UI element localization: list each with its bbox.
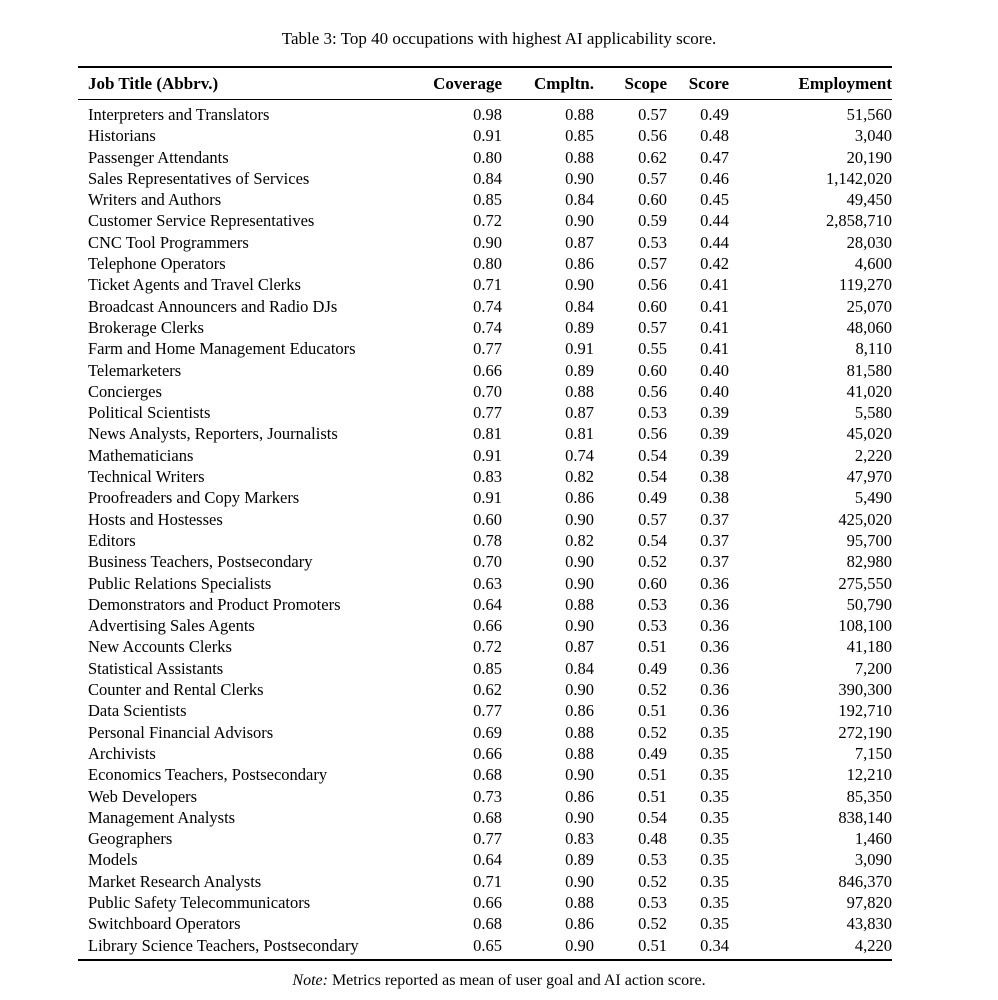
value-cell: 0.53 [638, 232, 667, 252]
value-cell: 0.35 [700, 807, 729, 827]
value-cell: 0.77 [473, 829, 502, 849]
value-cell: 0.60 [473, 509, 502, 529]
value-cell: 0.85 [473, 658, 502, 678]
value-cell: 0.86 [565, 488, 594, 508]
table-row [78, 935, 892, 960]
value-cell: 0.90 [565, 552, 594, 572]
value-cell: 0.53 [638, 850, 667, 870]
value-cell: 0.60 [638, 190, 667, 210]
value-cell: 0.89 [565, 850, 594, 870]
value-cell: 0.49 [638, 658, 667, 678]
table-row [78, 509, 892, 530]
value-cell: 0.49 [638, 743, 667, 763]
value-cell: 0.73 [473, 786, 502, 806]
value-cell: 0.66 [473, 743, 502, 763]
value-cell: 272,190 [838, 722, 892, 742]
value-cell: 0.56 [638, 126, 667, 146]
value-cell: 0.36 [700, 573, 729, 593]
value-cell: 0.36 [700, 637, 729, 657]
table-row [78, 828, 892, 849]
value-cell: 0.41 [700, 296, 729, 316]
value-cell: 51,560 [846, 105, 892, 124]
value-cell: 0.52 [638, 914, 667, 934]
value-cell: 0.72 [473, 211, 502, 231]
value-cell: 0.85 [565, 126, 594, 146]
job-title-cell: Geographers [88, 829, 173, 849]
job-title-cell: Demonstrators and Product Promoters [88, 594, 341, 614]
table-row [78, 658, 892, 679]
value-cell: 0.52 [638, 680, 667, 700]
table-row [78, 594, 892, 615]
value-cell: 5,490 [854, 488, 892, 508]
value-cell: 0.83 [565, 829, 594, 849]
value-cell: 0.51 [638, 701, 667, 721]
value-cell: 0.38 [700, 467, 729, 487]
value-cell: 0.53 [638, 403, 667, 423]
value-cell: 0.59 [638, 211, 667, 231]
value-cell: 0.87 [565, 637, 594, 657]
table-row [78, 551, 892, 572]
value-cell: 0.90 [565, 168, 594, 188]
table-row [78, 274, 892, 295]
value-cell: 390,300 [838, 680, 892, 700]
table-row [78, 360, 892, 381]
value-cell: 0.91 [565, 339, 594, 359]
job-title-cell: Management Analysts [88, 807, 236, 827]
value-cell: 0.35 [700, 722, 729, 742]
value-cell: 0.36 [700, 616, 729, 636]
job-title-cell: Hosts and Hostesses [88, 509, 223, 529]
note-text: Metrics reported as mean of user goal and AI action score. [327, 971, 706, 989]
value-cell: 0.70 [473, 381, 502, 401]
value-cell: 0.87 [565, 403, 594, 423]
table-row [78, 573, 892, 594]
value-cell: 0.84 [473, 168, 502, 188]
value-cell: 0.34 [667, 935, 729, 960]
value-cell: 119,270 [838, 275, 892, 295]
value-cell: 0.52 [638, 722, 667, 742]
value-cell: 0.41 [700, 339, 729, 359]
value-cell: 0.70 [473, 552, 502, 572]
value-cell: 85,350 [846, 786, 892, 806]
table-row [78, 892, 892, 913]
table-row [78, 871, 892, 892]
job-title-cell: Ticket Agents and Travel Clerks [88, 275, 301, 295]
job-title-cell: Personal Financial Advisors [88, 722, 274, 742]
job-title-cell: Technical Writers [88, 467, 205, 487]
table-row [78, 381, 892, 402]
column-header-cmpltn: Cmpltn. [502, 67, 594, 100]
value-cell: 3,040 [854, 126, 892, 146]
value-cell: 0.35 [700, 765, 729, 785]
value-cell: 0.72 [473, 637, 502, 657]
value-cell: 0.84 [565, 296, 594, 316]
value-cell: 0.88 [565, 743, 594, 763]
job-title-cell: Market Research Analysts [88, 871, 262, 891]
value-cell: 0.63 [473, 573, 502, 593]
job-title-cell: Proofreaders and Copy Markers [88, 488, 300, 508]
value-cell: 0.68 [473, 765, 502, 785]
value-cell: 0.89 [565, 317, 594, 337]
table-row [78, 210, 892, 231]
table-row [78, 466, 892, 487]
value-cell: 0.83 [473, 467, 502, 487]
value-cell: 0.42 [700, 254, 729, 274]
value-cell: 1,460 [854, 829, 892, 849]
job-title-cell: Switchboard Operators [88, 914, 241, 934]
value-cell: 0.51 [638, 765, 667, 785]
value-cell: 0.90 [565, 871, 594, 891]
job-title-cell: Public Safety Telecommunicators [88, 892, 311, 912]
value-cell: 0.64 [473, 594, 502, 614]
table-row [78, 807, 892, 828]
job-title-cell: New Accounts Clerks [88, 637, 232, 657]
value-cell: 47,970 [846, 467, 892, 487]
value-cell: 0.71 [473, 275, 502, 295]
value-cell: 0.62 [473, 680, 502, 700]
value-cell: 0.88 [565, 892, 594, 912]
table-row [78, 125, 892, 146]
value-cell: 2,858,710 [826, 211, 892, 231]
table-row [78, 679, 892, 700]
value-cell: 0.85 [473, 190, 502, 210]
value-cell: 0.37 [700, 530, 729, 550]
value-cell: 0.74 [473, 296, 502, 316]
value-cell: 4,600 [854, 254, 892, 274]
value-cell: 0.84 [565, 658, 594, 678]
job-title-cell: Customer Service Representatives [88, 211, 315, 231]
job-title-cell: Interpreters and Translators [88, 105, 270, 124]
column-header-score: Score [667, 67, 729, 100]
value-cell: 0.88 [565, 147, 594, 167]
value-cell: 0.57 [638, 254, 667, 274]
value-cell: 0.35 [700, 829, 729, 849]
value-cell: 43,830 [846, 914, 892, 934]
value-cell: 0.53 [638, 892, 667, 912]
value-cell: 45,020 [846, 424, 892, 444]
value-cell: 0.64 [473, 850, 502, 870]
value-cell: 425,020 [838, 509, 892, 529]
value-cell: 0.54 [638, 445, 667, 465]
value-cell: 0.77 [473, 403, 502, 423]
value-cell: 41,180 [846, 637, 892, 657]
value-cell: 0.57 [638, 168, 667, 188]
job-title-cell: Counter and Rental Clerks [88, 680, 264, 700]
value-cell: 0.89 [565, 360, 594, 380]
value-cell: 0.37 [700, 552, 729, 572]
value-cell: 0.86 [565, 914, 594, 934]
value-cell: 0.86 [565, 254, 594, 274]
job-title-cell: News Analysts, Reporters, Journalists [88, 424, 338, 444]
value-cell: 0.52 [638, 552, 667, 572]
table-row [78, 786, 892, 807]
job-title-cell: Public Relations Specialists [88, 573, 272, 593]
table-row [78, 764, 892, 785]
value-cell: 0.84 [565, 190, 594, 210]
job-title-cell: CNC Tool Programmers [88, 232, 249, 252]
value-cell: 5,580 [854, 403, 892, 423]
table-body [78, 100, 892, 960]
value-cell: 0.51 [638, 637, 667, 657]
value-cell: 0.66 [473, 616, 502, 636]
value-cell: 0.54 [638, 530, 667, 550]
value-cell: 0.65 [412, 935, 502, 960]
value-cell: 0.86 [565, 786, 594, 806]
job-title-cell: Passenger Attendants [88, 147, 229, 167]
job-title-cell: Brokerage Clerks [88, 317, 204, 337]
table-row [78, 402, 892, 423]
value-cell: 0.49 [638, 488, 667, 508]
value-cell: 0.68 [473, 914, 502, 934]
value-cell: 0.60 [638, 360, 667, 380]
table-row [78, 100, 892, 126]
value-cell: 0.54 [638, 807, 667, 827]
value-cell: 0.88 [565, 594, 594, 614]
column-header-scope: Scope [594, 67, 667, 100]
table-row [78, 743, 892, 764]
value-cell: 0.60 [638, 296, 667, 316]
value-cell: 0.90 [565, 275, 594, 295]
job-title-cell: Business Teachers, Postsecondary [88, 552, 313, 572]
value-cell: 0.35 [700, 850, 729, 870]
value-cell: 0.35 [700, 743, 729, 763]
job-title-cell: Broadcast Announcers and Radio DJs [88, 296, 338, 316]
value-cell: 0.48 [700, 126, 729, 146]
value-cell: 0.51 [594, 935, 667, 960]
table-row [78, 232, 892, 253]
value-cell: 0.48 [638, 829, 667, 849]
value-cell: 0.90 [473, 232, 502, 252]
column-header-coverage: Coverage [412, 67, 502, 100]
value-cell: 0.53 [638, 616, 667, 636]
table-row [78, 530, 892, 551]
value-cell: 41,020 [846, 381, 892, 401]
value-cell: 3,090 [854, 850, 892, 870]
value-cell: 0.88 [565, 381, 594, 401]
value-cell: 0.82 [565, 530, 594, 550]
value-cell: 0.90 [565, 211, 594, 231]
value-cell: 0.88 [565, 105, 594, 124]
value-cell: 0.90 [565, 509, 594, 529]
value-cell: 0.80 [473, 147, 502, 167]
job-title-cell: Historians [88, 126, 156, 146]
job-title-cell: Data Scientists [88, 701, 187, 721]
value-cell: 0.66 [473, 892, 502, 912]
value-cell: 0.53 [638, 594, 667, 614]
job-title-cell: Advertising Sales Agents [88, 616, 255, 636]
table-row [78, 317, 892, 338]
value-cell: 0.56 [638, 275, 667, 295]
value-cell: 48,060 [846, 317, 892, 337]
value-cell: 0.55 [638, 339, 667, 359]
value-cell: 0.78 [473, 530, 502, 550]
occupations-table [78, 66, 892, 961]
value-cell: 95,700 [846, 530, 892, 550]
header-row [78, 67, 892, 100]
value-cell: 0.35 [700, 914, 729, 934]
value-cell: 0.90 [565, 573, 594, 593]
value-cell: 0.90 [565, 807, 594, 827]
value-cell: 0.98 [473, 105, 502, 124]
value-cell: 0.66 [473, 360, 502, 380]
job-title-cell: Web Developers [88, 786, 198, 806]
job-title-cell: Telephone Operators [88, 254, 226, 274]
job-title-cell: Mathematicians [88, 445, 194, 465]
value-cell: 846,370 [838, 871, 892, 891]
value-cell: 0.36 [700, 658, 729, 678]
value-cell: 28,030 [846, 232, 892, 252]
value-cell: 0.90 [502, 935, 594, 960]
value-cell: 49,450 [846, 190, 892, 210]
table-row [78, 700, 892, 721]
value-cell: 0.35 [700, 786, 729, 806]
job-title-cell: Sales Representatives of Services [88, 168, 310, 188]
value-cell: 0.68 [473, 807, 502, 827]
table-row [78, 487, 892, 508]
value-cell: 0.88 [565, 722, 594, 742]
value-cell: 0.90 [565, 680, 594, 700]
value-cell: 0.44 [700, 232, 729, 252]
value-cell: 0.91 [473, 488, 502, 508]
value-cell: 0.40 [700, 381, 729, 401]
value-cell: 0.41 [700, 317, 729, 337]
value-cell: 0.36 [700, 701, 729, 721]
value-cell: 0.62 [638, 147, 667, 167]
value-cell: 0.69 [473, 722, 502, 742]
value-cell: 0.81 [473, 424, 502, 444]
job-title-cell: Archivists [88, 743, 156, 763]
value-cell: 0.90 [565, 765, 594, 785]
table-row [78, 722, 892, 743]
job-title-cell: Telemarketers [88, 360, 182, 380]
value-cell: 20,190 [846, 147, 892, 167]
value-cell: 0.87 [565, 232, 594, 252]
value-cell: 0.37 [700, 509, 729, 529]
column-header-employment: Employment [729, 67, 892, 100]
value-cell: 0.36 [700, 594, 729, 614]
value-cell: 0.40 [700, 360, 729, 380]
value-cell: 25,070 [846, 296, 892, 316]
value-cell: 82,980 [846, 552, 892, 572]
table-row [78, 849, 892, 870]
value-cell: 108,100 [838, 616, 892, 636]
value-cell: 0.56 [638, 424, 667, 444]
job-title-cell: Statistical Assistants [88, 658, 224, 678]
value-cell: 0.91 [473, 445, 502, 465]
value-cell: 0.86 [565, 701, 594, 721]
table-row [78, 147, 892, 168]
value-cell: 0.56 [638, 381, 667, 401]
value-cell: 0.77 [473, 339, 502, 359]
table-row [78, 168, 892, 189]
value-cell: 2,220 [854, 445, 892, 465]
table-row [78, 296, 892, 317]
value-cell: 1,142,020 [826, 168, 892, 188]
value-cell: 97,820 [846, 892, 892, 912]
value-cell: 0.90 [565, 616, 594, 636]
value-cell: 275,550 [838, 573, 892, 593]
value-cell: 0.38 [700, 488, 729, 508]
job-title-cell: Models [88, 850, 138, 870]
value-cell: 12,210 [846, 765, 892, 785]
table-row [78, 636, 892, 657]
value-cell: 0.45 [700, 190, 729, 210]
job-title-cell: Concierges [88, 381, 162, 401]
table-header [78, 67, 892, 100]
value-cell: 0.74 [565, 445, 594, 465]
job-title-cell: Writers and Authors [88, 190, 222, 210]
value-cell: 0.41 [700, 275, 729, 295]
table-row [78, 423, 892, 444]
value-cell: 0.39 [700, 445, 729, 465]
job-title-cell: Farm and Home Management Educators [88, 339, 356, 359]
column-header-job-title-abbrv: Job Title (Abbrv.) [78, 67, 412, 100]
value-cell: 0.77 [473, 701, 502, 721]
value-cell: 838,140 [838, 807, 892, 827]
value-cell: 0.36 [700, 680, 729, 700]
table-caption: Table 3: Top 40 occupations with highest AI applicability score. [281, 29, 717, 48]
table-row [78, 189, 892, 210]
value-cell: 0.52 [638, 871, 667, 891]
value-cell: 0.80 [473, 254, 502, 274]
value-cell: 4,220 [729, 935, 892, 960]
job-title-cell: Economics Teachers, Postsecondary [88, 765, 328, 785]
job-title-cell: Political Scientists [88, 403, 211, 423]
job-title-cell: Library Science Teachers, Postsecondary [78, 935, 412, 960]
value-cell: 50,790 [846, 594, 892, 614]
value-cell: 0.35 [700, 892, 729, 912]
table-row [78, 445, 892, 466]
value-cell: 0.60 [638, 573, 667, 593]
value-cell: 0.71 [473, 871, 502, 891]
value-cell: 0.57 [638, 509, 667, 529]
value-cell: 0.54 [638, 467, 667, 487]
value-cell: 0.35 [700, 871, 729, 891]
value-cell: 8,110 [855, 339, 892, 359]
table-note [0, 971, 998, 990]
table-row [78, 913, 892, 934]
value-cell: 0.81 [565, 424, 594, 444]
value-cell: 0.74 [473, 317, 502, 337]
value-cell: 0.51 [638, 786, 667, 806]
value-cell: 7,150 [854, 743, 892, 763]
value-cell: 0.39 [700, 424, 729, 444]
table-row [78, 253, 892, 274]
value-cell: 0.91 [473, 126, 502, 146]
value-cell: 0.39 [700, 403, 729, 423]
table-row [78, 338, 892, 359]
value-cell: 0.57 [638, 317, 667, 337]
value-cell: 0.44 [700, 211, 729, 231]
value-cell: 192,710 [838, 701, 892, 721]
job-title-cell: Editors [88, 530, 136, 550]
value-cell: 0.82 [565, 467, 594, 487]
value-cell: 0.46 [700, 168, 729, 188]
value-cell: 0.47 [700, 147, 729, 167]
table-row [78, 615, 892, 636]
value-cell: 7,200 [854, 658, 892, 678]
value-cell: 81,580 [846, 360, 892, 380]
value-cell: 0.49 [700, 105, 729, 124]
note-prefix: Note: [292, 971, 328, 989]
value-cell: 0.57 [638, 105, 667, 124]
